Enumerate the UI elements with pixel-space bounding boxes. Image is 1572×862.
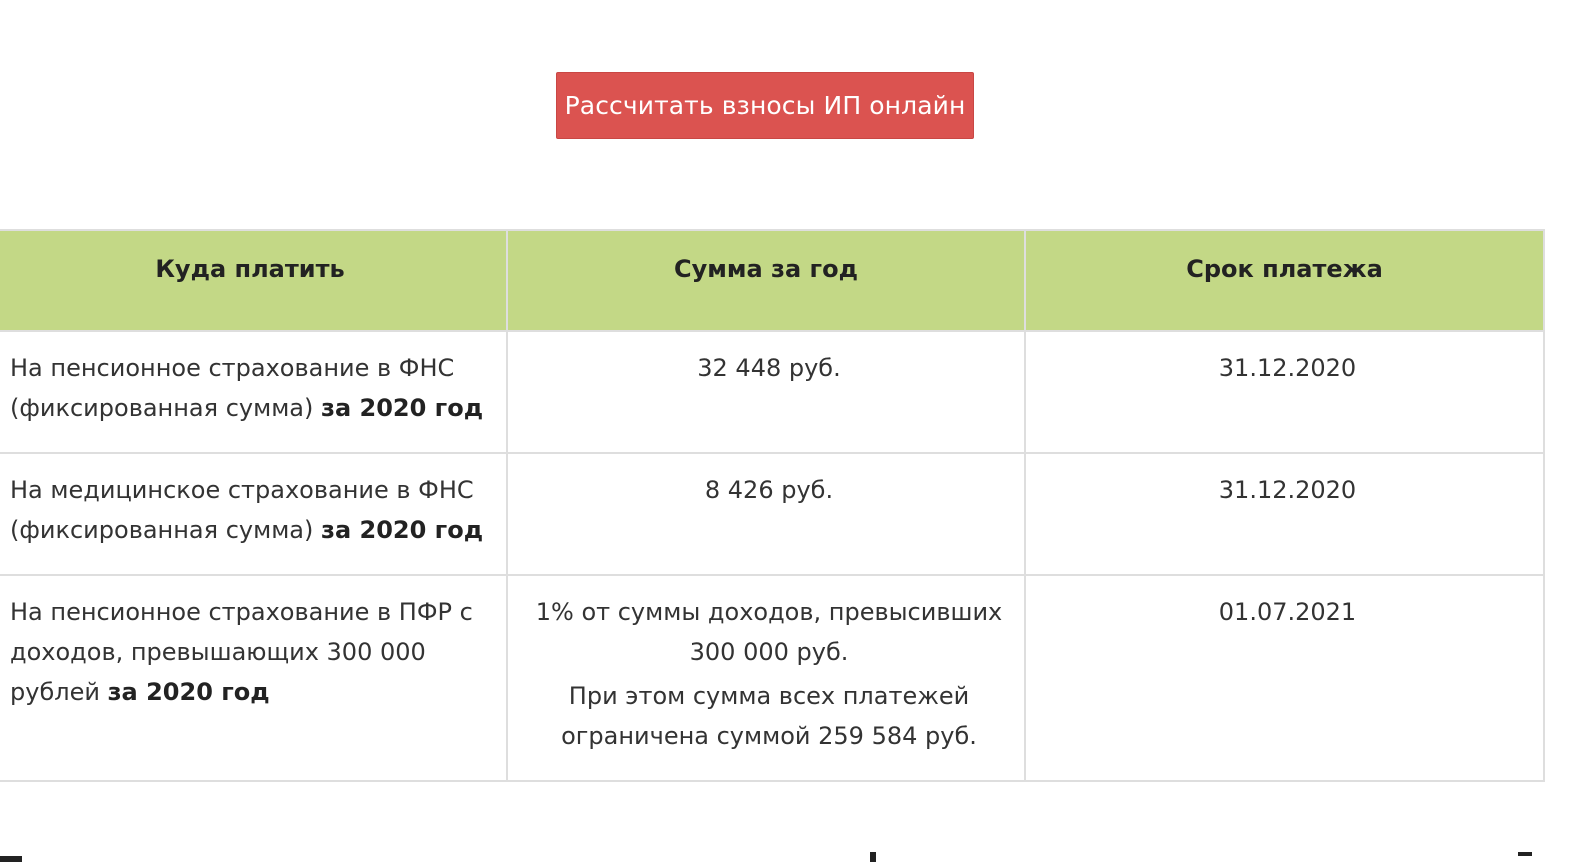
header-payment-deadline: Срок платежа [1025,230,1544,331]
cell-deadline: 01.07.2021 [1025,575,1544,781]
header-annual-amount: Сумма за год [507,230,1025,331]
cell-amount: 8 426 руб. [507,453,1025,575]
amount-text: 1% от суммы доходов, превысивших 300 000 руб. [535,598,1003,666]
cell-deadline: 31.12.2020 [1025,331,1544,453]
payments-table-container [0,229,1543,782]
amount-note: При этом сумма всех платежей ограничена суммой 259 584 руб. [561,682,977,750]
table-header-row [0,230,1544,331]
cropped-next-heading [0,848,1572,862]
cell-amount [507,575,1025,781]
cell-where [0,575,507,781]
where-text: На медицинское страхование в ФНС (фиксированная сумма) [10,476,474,544]
table-row [0,575,1544,781]
where-year: за 2020 год [321,394,484,422]
calculate-fees-button[interactable]: Рассчитать взносы ИП онлайн [556,72,974,139]
table-row [0,453,1544,575]
where-year: за 2020 год [321,516,484,544]
table-row [0,331,1544,453]
cell-deadline: 31.12.2020 [1025,453,1544,575]
where-text: На пенсионное страхование в ПФР с доходов, превышающих 300 000 рублей [10,598,473,706]
cell-where [0,331,507,453]
cell-where [0,453,507,575]
payments-table [0,229,1545,782]
cell-amount: 32 448 руб. [507,331,1025,453]
where-year: за 2020 год [107,678,270,706]
header-where-to-pay: Куда платить [0,230,507,331]
calculate-fees-cta [556,72,974,139]
where-text: На пенсионное страхование в ФНС (фиксированная сумма) [10,354,455,422]
